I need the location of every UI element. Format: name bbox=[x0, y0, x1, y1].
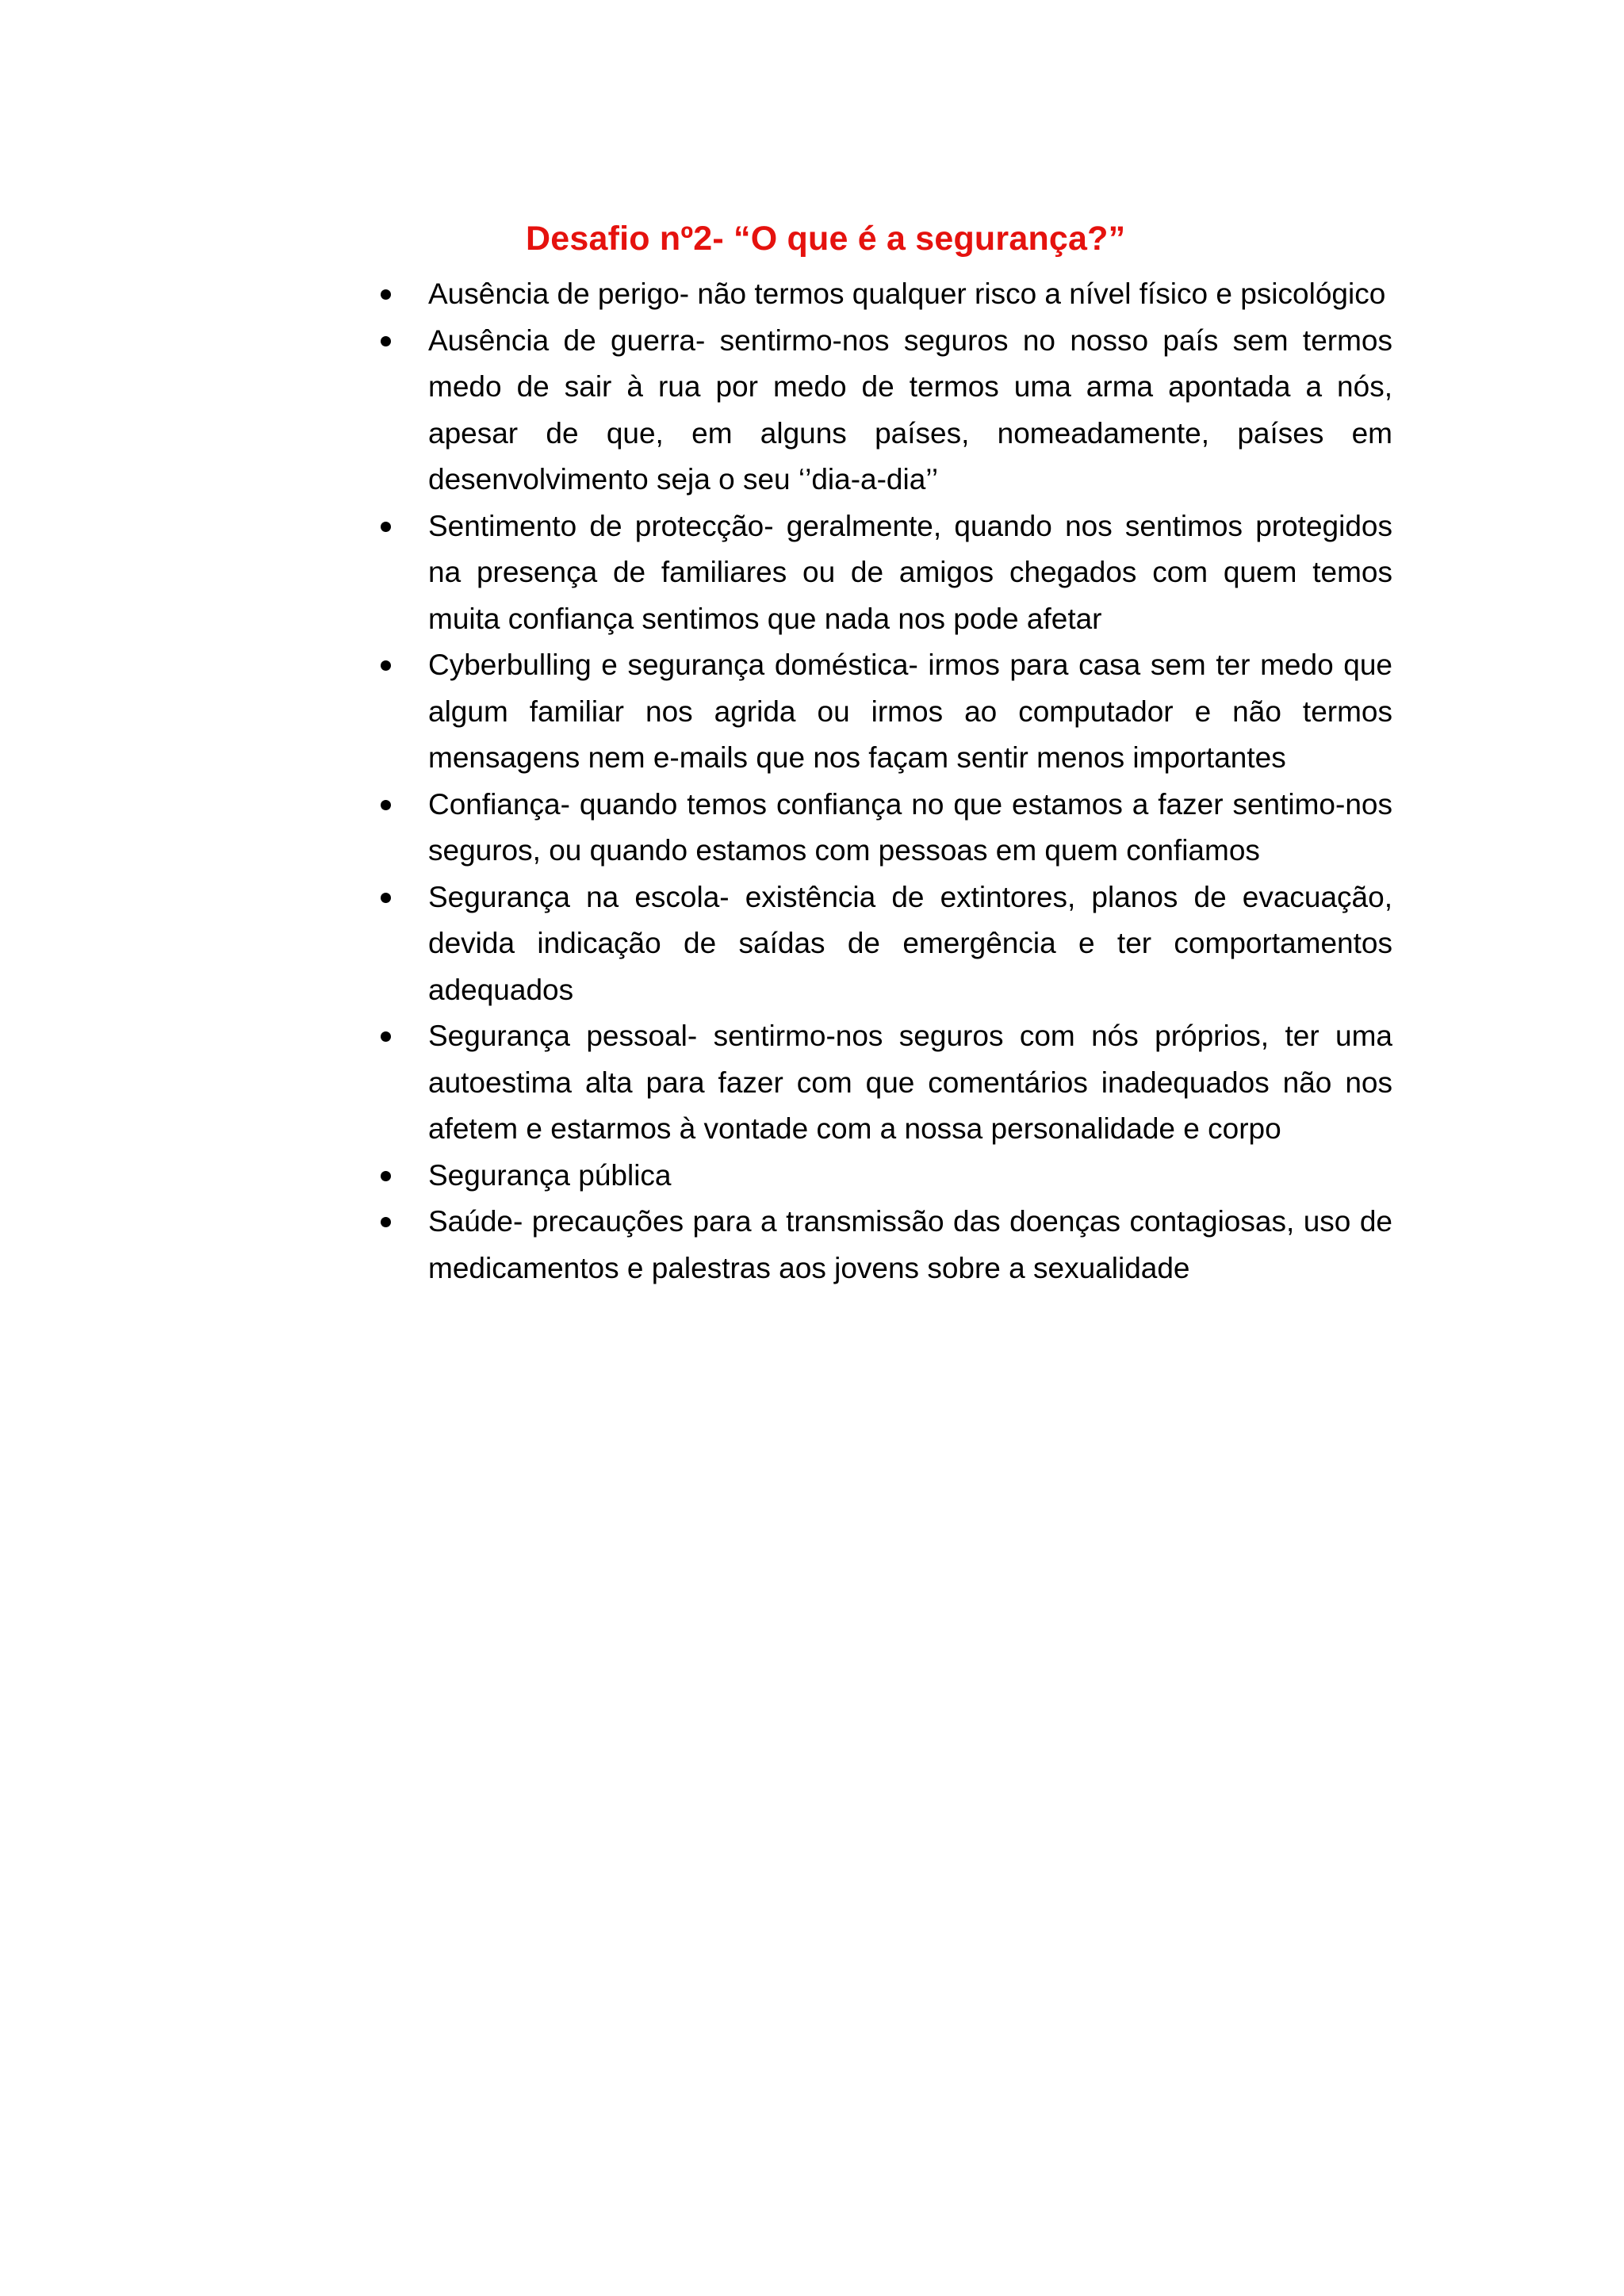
list-item-text: Confiança- quando temos confiança no que estamos a fazer sentimo-nos seguros, ou quando estamos com pessoas em quem confiamos bbox=[428, 787, 1392, 867]
page-title: Desafio nº2- “O que é a segurança?” bbox=[526, 219, 1126, 258]
list-item bbox=[365, 1153, 1392, 1200]
list-item-text: Ausência de perigo- não termos qualquer risco a nível físico e psicológico bbox=[428, 277, 1386, 310]
list-item bbox=[365, 642, 1392, 782]
bullet-icon bbox=[381, 336, 391, 346]
list-item bbox=[365, 874, 1392, 1014]
bullet-icon bbox=[381, 289, 391, 300]
list-item bbox=[365, 1199, 1392, 1292]
list-item bbox=[365, 271, 1392, 318]
list-item bbox=[365, 318, 1392, 503]
bullet-icon bbox=[381, 660, 391, 671]
bullet-icon bbox=[381, 800, 391, 810]
list-item bbox=[365, 782, 1392, 874]
bullet-icon bbox=[381, 1217, 391, 1227]
list-item bbox=[365, 503, 1392, 643]
bullet-icon bbox=[381, 1171, 391, 1181]
list-item-text: Segurança na escola- existência de extintores, planos de evacuação, devida indicação de saídas de emergência e ter comportamentos adequados bbox=[428, 880, 1392, 1006]
list-item bbox=[365, 1013, 1392, 1153]
bullet-list bbox=[365, 271, 1392, 1292]
list-item-text: Saúde- precauções para a transmissão das doenças contagiosas, uso de medicamentos e palestras aos jovens sobre a sexualidade bbox=[428, 1205, 1392, 1284]
bullet-icon bbox=[381, 893, 391, 903]
list-item-text: Sentimento de protecção- geralmente, quando nos sentimos protegidos na presença de familiares ou de amigos chegados com quem temos muita confiança sentimos que nada nos pode afetar bbox=[428, 509, 1392, 635]
bullet-icon bbox=[381, 522, 391, 532]
list-item-text: Ausência de guerra- sentirmo-nos seguros no nosso país sem termos medo de sair à rua por medo de termos uma arma apontada a nós, apesar de que, em alguns países, nomeadamente, países em desenvolvimento seja o seu ‘’dia-a-dia’’ bbox=[428, 323, 1392, 496]
list-item-text: Segurança pessoal- sentirmo-nos seguros com nós próprios, ter uma autoestima alta para fazer com que comentários inadequados não nos afetem e estarmos à vontade com a nossa personalidade e corpo bbox=[428, 1020, 1392, 1145]
bullet-icon bbox=[381, 1031, 391, 1042]
list-item-text: Cyberbulling e segurança doméstica- irmos para casa sem ter medo que algum familiar nos agrida ou irmos ao computador e não termos mensagens nem e-mails que nos façam sentir menos importantes bbox=[428, 649, 1392, 774]
list-item-text: Segurança pública bbox=[428, 1158, 672, 1192]
